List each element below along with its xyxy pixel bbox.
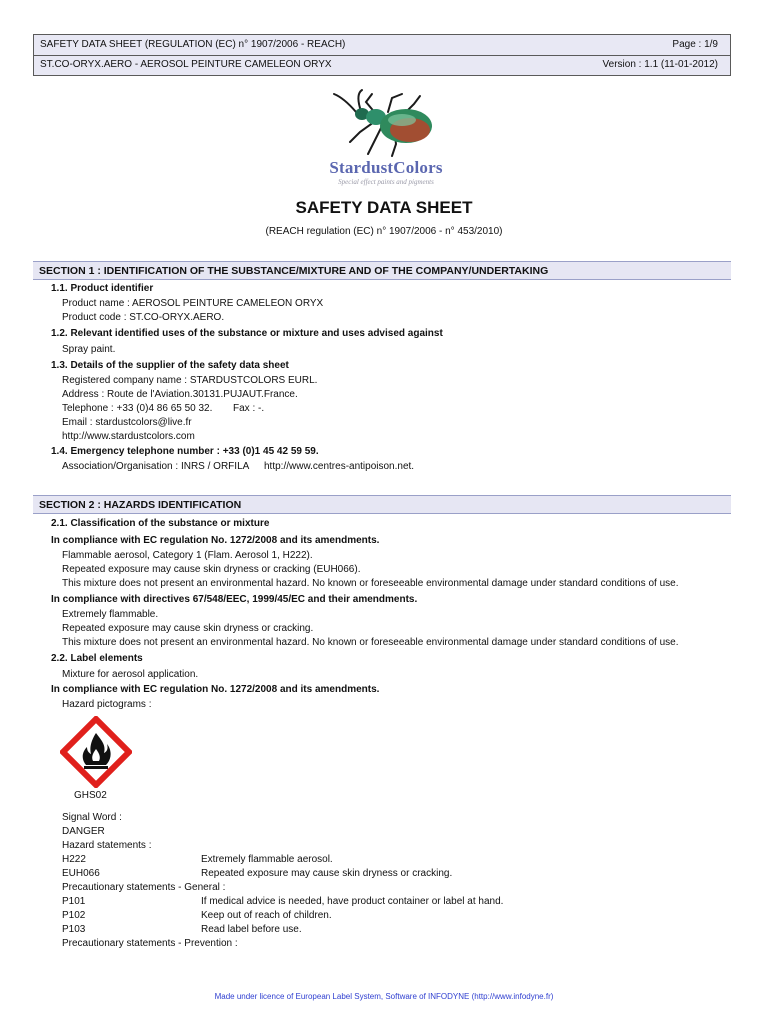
emergency-association-url[interactable]: http://www.centres-antipoison.net. (264, 461, 415, 472)
precautionary-prevention-label: Precautionary statements - Prevention : (62, 938, 238, 949)
ec-classification-1: Flammable aerosol, Category 1 (Flam. Aerosol 1, H222). (62, 550, 313, 561)
product-code: Product code : ST.CO-ORYX.AERO. (62, 312, 225, 323)
label-elements-line: Mixture for aerosol application. (62, 669, 199, 680)
precautionary-code: P101 (62, 896, 86, 907)
directive-line-3: This mixture does not present an environmental hazard. No known or foreseeable environmental damage under standard conditions of use. (62, 637, 679, 648)
product-name: Product name : AEROSOL PEINTURE CAMELEON ORYX (62, 298, 324, 309)
precautionary-code: P102 (62, 910, 86, 921)
directive-line-1: Extremely flammable. (62, 609, 159, 620)
logo-wordmark: StardustColors (329, 158, 443, 177)
ec-regulation-heading: In compliance with EC regulation No. 1272/2008 and its amendments. (51, 535, 380, 546)
hazard-statement-code: H222 (62, 854, 86, 865)
precautionary-text: If medical advice is needed, have product container or label at hand. (201, 896, 504, 907)
signal-word: DANGER (62, 826, 105, 837)
header-row-2 (34, 55, 730, 75)
beetle-icon (316, 88, 456, 160)
directive-heading: In compliance with directives 67/548/EEC, 1999/45/EC and their amendments. (51, 594, 418, 605)
precautionary-general-label: Precautionary statements - General : (62, 882, 226, 893)
company-telephone: Telephone : +33 (0)4 86 65 50 32. (62, 403, 213, 414)
hazard-statement-text: Extremely flammable aerosol. (201, 854, 333, 865)
subsection-2-1-heading: 2.1. Classification of the substance or mixture (51, 518, 270, 529)
hazard-statements-label: Hazard statements : (62, 840, 152, 851)
company-name: Registered company name : STARDUSTCOLORS EURL. (62, 375, 318, 386)
ec-regulation-heading-2: In compliance with EC regulation No. 1272/2008 and its amendments. (51, 684, 380, 695)
subsection-1-1-heading: 1.1. Product identifier (51, 283, 154, 294)
identified-use: Spray paint. (62, 344, 116, 355)
company-website[interactable]: http://www.stardustcolors.com (62, 431, 195, 442)
header-product: ST.CO-ORYX.AERO - AEROSOL PEINTURE CAMELEON ORYX (40, 59, 332, 70)
subsection-1-4-heading: 1.4. Emergency telephone number : +33 (0)1 45 42 59 59. (51, 446, 319, 457)
hazard-statement-text: Repeated exposure may cause skin dryness or cracking. (201, 868, 453, 879)
document-header (33, 34, 731, 76)
precautionary-code: P103 (62, 924, 86, 935)
section-2-heading: SECTION 2 : HAZARDS IDENTIFICATION (33, 495, 731, 514)
signal-word-label: Signal Word : (62, 812, 122, 823)
directive-line-2: Repeated exposure may cause skin dryness or cracking. (62, 623, 314, 634)
header-row-1 (34, 35, 730, 56)
logo-tagline: Special effect paints and pigments (338, 178, 434, 186)
company-email: Email : stardustcolors@live.fr (62, 417, 192, 428)
ec-classification-2: Repeated exposure may cause skin dryness or cracking (EUH066). (62, 564, 361, 575)
subsection-1-2-heading: 1.2. Relevant identified uses of the substance or mixture and uses advised against (51, 328, 443, 339)
header-page-number: Page : 1/9 (672, 39, 718, 50)
ec-classification-3: This mixture does not present an environmental hazard. No known or foreseeable environmental damage under standard conditions of use. (62, 578, 679, 589)
document-subtitle: (REACH regulation (EC) n° 1907/2006 - n° 453/2010) (265, 226, 503, 237)
company-fax: Fax : -. (233, 403, 265, 414)
company-address: Address : Route de l'Aviation.30131.PUJAUT.France. (62, 389, 298, 400)
subsection-2-2-heading: 2.2. Label elements (51, 653, 143, 664)
section-1-heading: SECTION 1 : IDENTIFICATION OF THE SUBSTANCE/MIXTURE AND OF THE COMPANY/UNDERTAKING (33, 261, 731, 280)
document-title: SAFETY DATA SHEET (295, 198, 473, 217)
precautionary-text: Keep out of reach of children. (201, 910, 332, 921)
precautionary-text: Read label before use. (201, 924, 302, 935)
emergency-association: Association/Organisation : INRS / ORFILA (62, 461, 250, 472)
footer-licence[interactable]: Made under licence of European Label System, Software of INFODYNE (http://www.infodyne.fr) (214, 992, 554, 1001)
company-logo (316, 88, 456, 188)
flame-icon (60, 716, 132, 788)
header-document-type: SAFETY DATA SHEET (REGULATION (EC) n° 1907/2006 - REACH) (40, 39, 346, 50)
pictogram-code: GHS02 (74, 790, 107, 801)
hazard-pictograms-label: Hazard pictograms : (62, 699, 152, 710)
hazard-statement-code: EUH066 (62, 868, 100, 879)
subsection-1-3-heading: 1.3. Details of the supplier of the safety data sheet (51, 360, 289, 371)
header-version: Version : 1.1 (11-01-2012) (602, 59, 718, 70)
